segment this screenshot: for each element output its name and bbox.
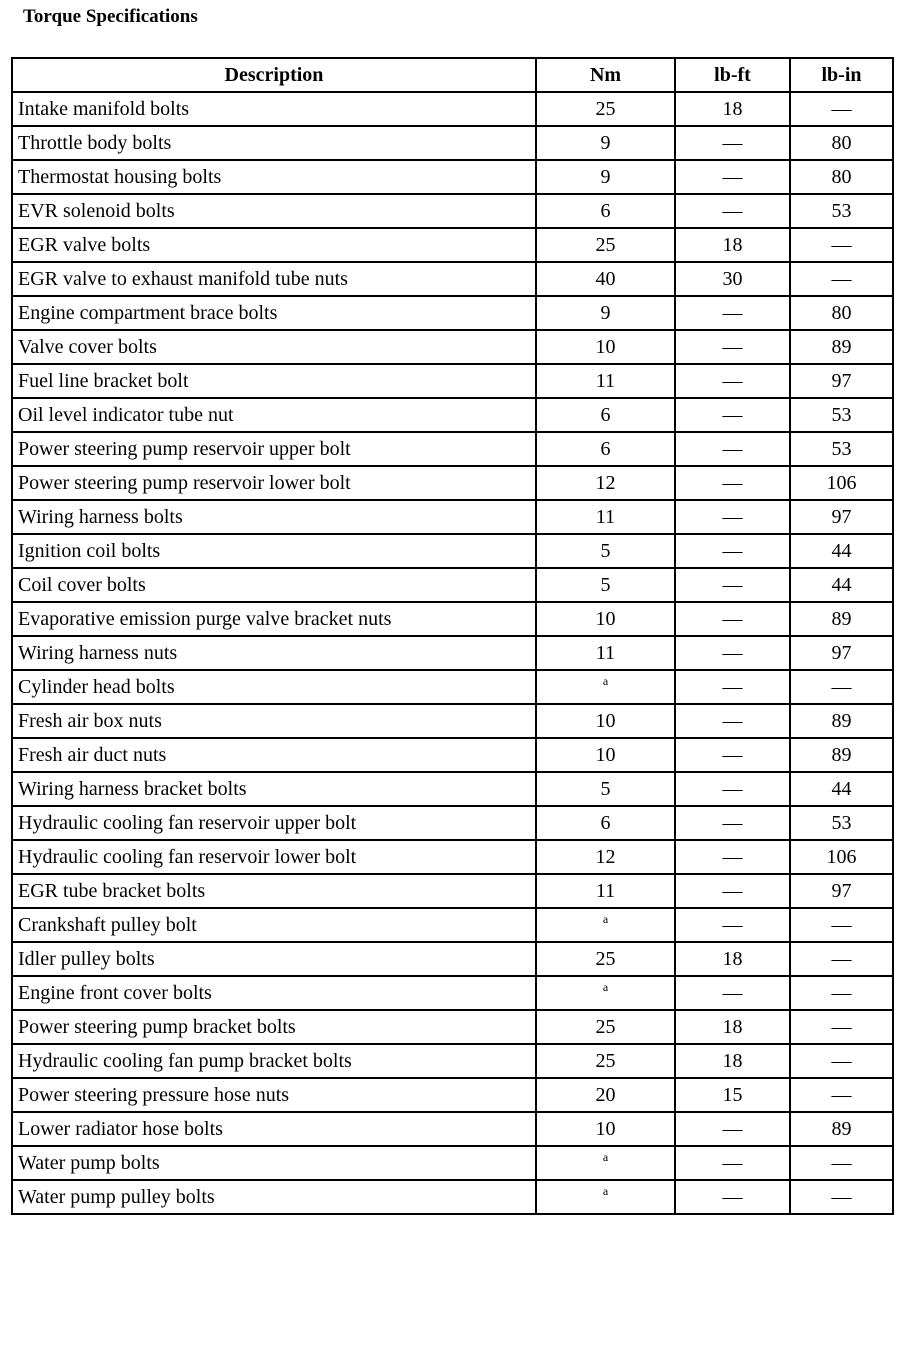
cell-lb-ft: —	[675, 1180, 790, 1214]
cell-lb-ft: —	[675, 466, 790, 500]
footnote-marker: a	[602, 1184, 609, 1198]
table-row	[12, 500, 893, 534]
page-title: Torque Specifications	[23, 6, 198, 27]
cell-lb-ft: 15	[675, 1078, 790, 1112]
cell-lb-ft: 30	[675, 262, 790, 296]
cell-lb-in: —	[790, 1010, 893, 1044]
cell-nm: 6	[536, 432, 675, 466]
cell-lb-in: 53	[790, 432, 893, 466]
cell-description: Thermostat housing bolts	[12, 160, 536, 194]
cell-lb-in: 89	[790, 1112, 893, 1146]
cell-lb-in: 106	[790, 840, 893, 874]
cell-lb-ft: —	[675, 840, 790, 874]
cell-nm	[536, 908, 675, 942]
cell-description: Power steering pump reservoir upper bolt	[12, 432, 536, 466]
cell-lb-ft: 18	[675, 228, 790, 262]
cell-lb-ft: —	[675, 704, 790, 738]
cell-lb-in: 53	[790, 398, 893, 432]
table-row	[12, 160, 893, 194]
cell-lb-in: 53	[790, 194, 893, 228]
cell-description: Water pump bolts	[12, 1146, 536, 1180]
cell-description: Hydraulic cooling fan pump bracket bolts	[12, 1044, 536, 1078]
cell-description: Hydraulic cooling fan reservoir lower bolt	[12, 840, 536, 874]
table-row	[12, 942, 893, 976]
cell-lb-ft: —	[675, 738, 790, 772]
cell-nm: 9	[536, 296, 675, 330]
table-row	[12, 704, 893, 738]
cell-lb-ft: —	[675, 670, 790, 704]
cell-lb-in: 89	[790, 602, 893, 636]
footnote-marker: a	[602, 674, 609, 688]
cell-description: Power steering pressure hose nuts	[12, 1078, 536, 1112]
cell-lb-ft: 18	[675, 1010, 790, 1044]
cell-lb-ft: —	[675, 398, 790, 432]
cell-lb-ft: —	[675, 806, 790, 840]
cell-lb-ft: —	[675, 194, 790, 228]
table-row	[12, 636, 893, 670]
cell-description: Fresh air duct nuts	[12, 738, 536, 772]
cell-description: Coil cover bolts	[12, 568, 536, 602]
cell-nm: 9	[536, 126, 675, 160]
footnote-marker: a	[602, 980, 609, 994]
table-row	[12, 1044, 893, 1078]
cell-lb-in: 97	[790, 636, 893, 670]
cell-lb-in: —	[790, 1180, 893, 1214]
cell-nm: 5	[536, 534, 675, 568]
cell-lb-in: 89	[790, 704, 893, 738]
cell-description: Intake manifold bolts	[12, 92, 536, 126]
table-row	[12, 262, 893, 296]
table-header-row	[12, 58, 893, 92]
cell-lb-in: —	[790, 670, 893, 704]
cell-description: Cylinder head bolts	[12, 670, 536, 704]
cell-lb-in: —	[790, 942, 893, 976]
cell-lb-ft: —	[675, 500, 790, 534]
cell-lb-in: —	[790, 228, 893, 262]
cell-lb-ft: —	[675, 772, 790, 806]
cell-nm: 12	[536, 466, 675, 500]
table-row	[12, 398, 893, 432]
cell-description: Oil level indicator tube nut	[12, 398, 536, 432]
cell-nm	[536, 1180, 675, 1214]
cell-lb-ft: 18	[675, 92, 790, 126]
table-row	[12, 602, 893, 636]
cell-lb-ft: 18	[675, 942, 790, 976]
cell-description: Water pump pulley bolts	[12, 1180, 536, 1214]
table-row	[12, 840, 893, 874]
cell-description: Fresh air box nuts	[12, 704, 536, 738]
table-row	[12, 772, 893, 806]
cell-nm: 25	[536, 92, 675, 126]
cell-nm: 20	[536, 1078, 675, 1112]
cell-nm: 11	[536, 500, 675, 534]
table-row	[12, 92, 893, 126]
cell-nm	[536, 976, 675, 1010]
cell-lb-ft: —	[675, 602, 790, 636]
cell-lb-in: 53	[790, 806, 893, 840]
footnote-marker: a	[602, 1150, 609, 1164]
cell-lb-in: —	[790, 92, 893, 126]
cell-lb-ft: —	[675, 568, 790, 602]
cell-lb-in: 44	[790, 568, 893, 602]
footnote-marker: a	[602, 912, 609, 926]
cell-lb-in: —	[790, 1044, 893, 1078]
cell-lb-ft: —	[675, 432, 790, 466]
cell-lb-in: 80	[790, 160, 893, 194]
cell-lb-ft: —	[675, 1146, 790, 1180]
cell-nm: 11	[536, 874, 675, 908]
cell-lb-ft: —	[675, 636, 790, 670]
cell-nm	[536, 1146, 675, 1180]
cell-lb-ft: —	[675, 1112, 790, 1146]
cell-description: Engine compartment brace bolts	[12, 296, 536, 330]
cell-lb-in: 89	[790, 330, 893, 364]
table-row	[12, 1112, 893, 1146]
cell-lb-ft: —	[675, 874, 790, 908]
cell-lb-ft: —	[675, 908, 790, 942]
cell-description: EGR valve to exhaust manifold tube nuts	[12, 262, 536, 296]
cell-lb-in: 97	[790, 364, 893, 398]
column-header-description: Description	[12, 58, 536, 92]
table-row	[12, 1180, 893, 1214]
cell-description: Idler pulley bolts	[12, 942, 536, 976]
column-header-lb-in: lb-in	[790, 58, 893, 92]
cell-lb-in: 80	[790, 296, 893, 330]
cell-description: Wiring harness nuts	[12, 636, 536, 670]
table-row	[12, 364, 893, 398]
cell-nm: 9	[536, 160, 675, 194]
cell-description: Evaporative emission purge valve bracket nuts	[12, 602, 536, 636]
table-row	[12, 738, 893, 772]
table-row	[12, 228, 893, 262]
table-row	[12, 1146, 893, 1180]
cell-description: Power steering pump bracket bolts	[12, 1010, 536, 1044]
cell-nm: 6	[536, 806, 675, 840]
cell-description: EGR valve bolts	[12, 228, 536, 262]
cell-nm: 40	[536, 262, 675, 296]
cell-lb-in: 44	[790, 772, 893, 806]
cell-lb-in: —	[790, 908, 893, 942]
cell-nm: 11	[536, 364, 675, 398]
cell-nm: 6	[536, 398, 675, 432]
cell-lb-in: —	[790, 262, 893, 296]
cell-lb-in: 97	[790, 500, 893, 534]
cell-nm: 25	[536, 942, 675, 976]
column-header-nm: Nm	[536, 58, 675, 92]
table-row	[12, 534, 893, 568]
cell-nm: 5	[536, 568, 675, 602]
table-row	[12, 126, 893, 160]
cell-description: Wiring harness bracket bolts	[12, 772, 536, 806]
cell-lb-ft: 18	[675, 1044, 790, 1078]
cell-nm: 6	[536, 194, 675, 228]
cell-lb-in: —	[790, 1078, 893, 1112]
cell-description: Wiring harness bolts	[12, 500, 536, 534]
table-row	[12, 432, 893, 466]
table-row	[12, 466, 893, 500]
cell-description: Crankshaft pulley bolt	[12, 908, 536, 942]
cell-nm: 25	[536, 1044, 675, 1078]
cell-lb-in: —	[790, 976, 893, 1010]
table-row	[12, 874, 893, 908]
table-row	[12, 806, 893, 840]
cell-nm: 12	[536, 840, 675, 874]
cell-lb-in: 106	[790, 466, 893, 500]
table-row	[12, 1078, 893, 1112]
cell-lb-in: 97	[790, 874, 893, 908]
torque-spec-table	[11, 57, 894, 1215]
cell-lb-ft: —	[675, 126, 790, 160]
cell-nm: 10	[536, 738, 675, 772]
cell-lb-ft: —	[675, 534, 790, 568]
cell-nm	[536, 670, 675, 704]
cell-description: EGR tube bracket bolts	[12, 874, 536, 908]
cell-lb-ft: —	[675, 976, 790, 1010]
cell-description: Power steering pump reservoir lower bolt	[12, 466, 536, 500]
table-row	[12, 194, 893, 228]
cell-description: Ignition coil bolts	[12, 534, 536, 568]
table-row	[12, 908, 893, 942]
cell-nm: 25	[536, 1010, 675, 1044]
cell-description: Valve cover bolts	[12, 330, 536, 364]
cell-description: EVR solenoid bolts	[12, 194, 536, 228]
cell-nm: 25	[536, 228, 675, 262]
cell-description: Lower radiator hose bolts	[12, 1112, 536, 1146]
cell-lb-ft: —	[675, 330, 790, 364]
table-body	[12, 92, 893, 1214]
cell-lb-in: 44	[790, 534, 893, 568]
cell-lb-ft: —	[675, 296, 790, 330]
table-row	[12, 296, 893, 330]
column-header-lb-ft: lb-ft	[675, 58, 790, 92]
table-row	[12, 330, 893, 364]
cell-description: Engine front cover bolts	[12, 976, 536, 1010]
cell-description: Fuel line bracket bolt	[12, 364, 536, 398]
cell-lb-in: 80	[790, 126, 893, 160]
cell-nm: 11	[536, 636, 675, 670]
cell-nm: 10	[536, 602, 675, 636]
table-row	[12, 568, 893, 602]
cell-description: Hydraulic cooling fan reservoir upper bolt	[12, 806, 536, 840]
cell-nm: 10	[536, 1112, 675, 1146]
cell-lb-in: 89	[790, 738, 893, 772]
cell-nm: 5	[536, 772, 675, 806]
cell-description: Throttle body bolts	[12, 126, 536, 160]
table-row	[12, 670, 893, 704]
table-row	[12, 1010, 893, 1044]
table-row	[12, 976, 893, 1010]
cell-lb-ft: —	[675, 160, 790, 194]
cell-lb-in: —	[790, 1146, 893, 1180]
cell-nm: 10	[536, 330, 675, 364]
cell-lb-ft: —	[675, 364, 790, 398]
cell-nm: 10	[536, 704, 675, 738]
